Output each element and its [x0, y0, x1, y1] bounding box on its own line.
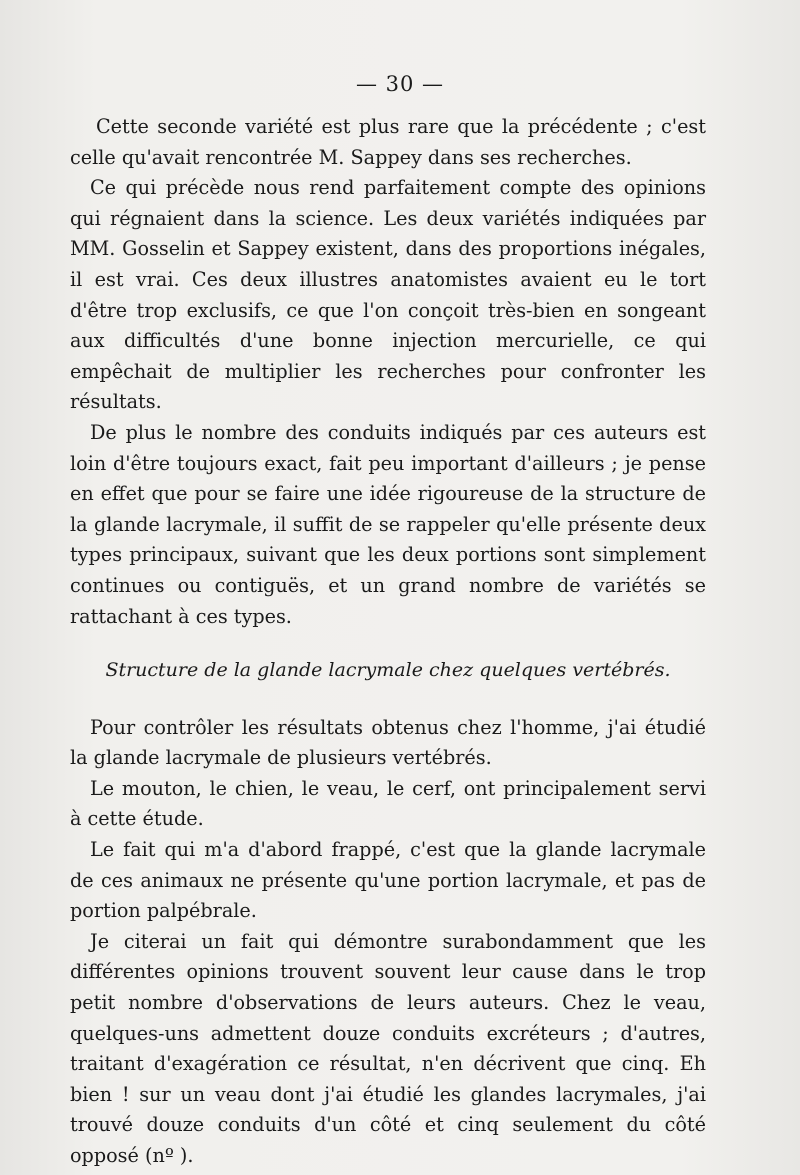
paragraph-6: Le fait qui m'a d'abord frappé, c'est que la glande lacrymale de ces animaux ne présente qu'une portion lacrymale, et pas de portion palpébrale. — [70, 838, 706, 923]
paragraph-4: Pour contrôler les résultats obtenus chez l'homme, j'ai étudié la glande lacrymale de plusieurs vertébrés. — [70, 715, 706, 770]
page-number: — 30 — — [355, 72, 445, 96]
paragraph-3: De plus le nombre des conduits indiqués par ces auteurs est loin d'être toujours exact, fait peu important d'ailleurs ; je pense en effet que pour se faire une idée rigoureuse de la structure de la glande lacrymale, il suffit de se rappeler qu'elle présente deux types principaux, suivant que les deux portions sont simplement continues ou contiguës, et un grand nombre de variétés se rattachant à ces types. — [70, 420, 706, 628]
section-heading: Structure de la glande lacrymale chez quelques vertébrés. — [105, 659, 671, 682]
paragraph-1: Cette seconde variété est plus rare que la précédente ; c'est celle qu'avait rencontrée M. Sappey dans ses recherches. — [70, 115, 706, 169]
paragraph-2: Ce qui précède nous rend parfaitement compte des opinions qui régnaient dans la science. Les deux variétés indiquées par MM. Gosselin et Sappey existent, dans des proportions inégales, il est vrai. Ces deux illustres anatomistes avaient eu le tort d'être trop exclusifs, ce que l'on conçoit très-bien en songeant aux difficultés d'une bonne injection mercurielle, ce qui empêchait de multiplier les recherches pour confronter les résultats. — [70, 176, 706, 414]
paragraph-5: Le mouton, le chien, le veau, le cerf, ont principalement servi à cette étude. — [70, 776, 706, 831]
paragraph-7: Je citerai un fait qui démontre surabondamment que les différentes opinions trouvent souvent leur cause dans le trop petit nombre d'observations de leurs auteurs. Chez le veau, quelques-uns admettent douze conduits excréteurs ; d'autres, traitant d'exagération ce résultat, n'en décrivent que cinq. Eh bien ! sur un veau dont j'ai étudié les glandes lacrymales, j'ai trouvé douze conduits d'un côté et cinq seulement du côté opposé (nº ). — [70, 929, 706, 1167]
body-text — [70, 112, 706, 1172]
